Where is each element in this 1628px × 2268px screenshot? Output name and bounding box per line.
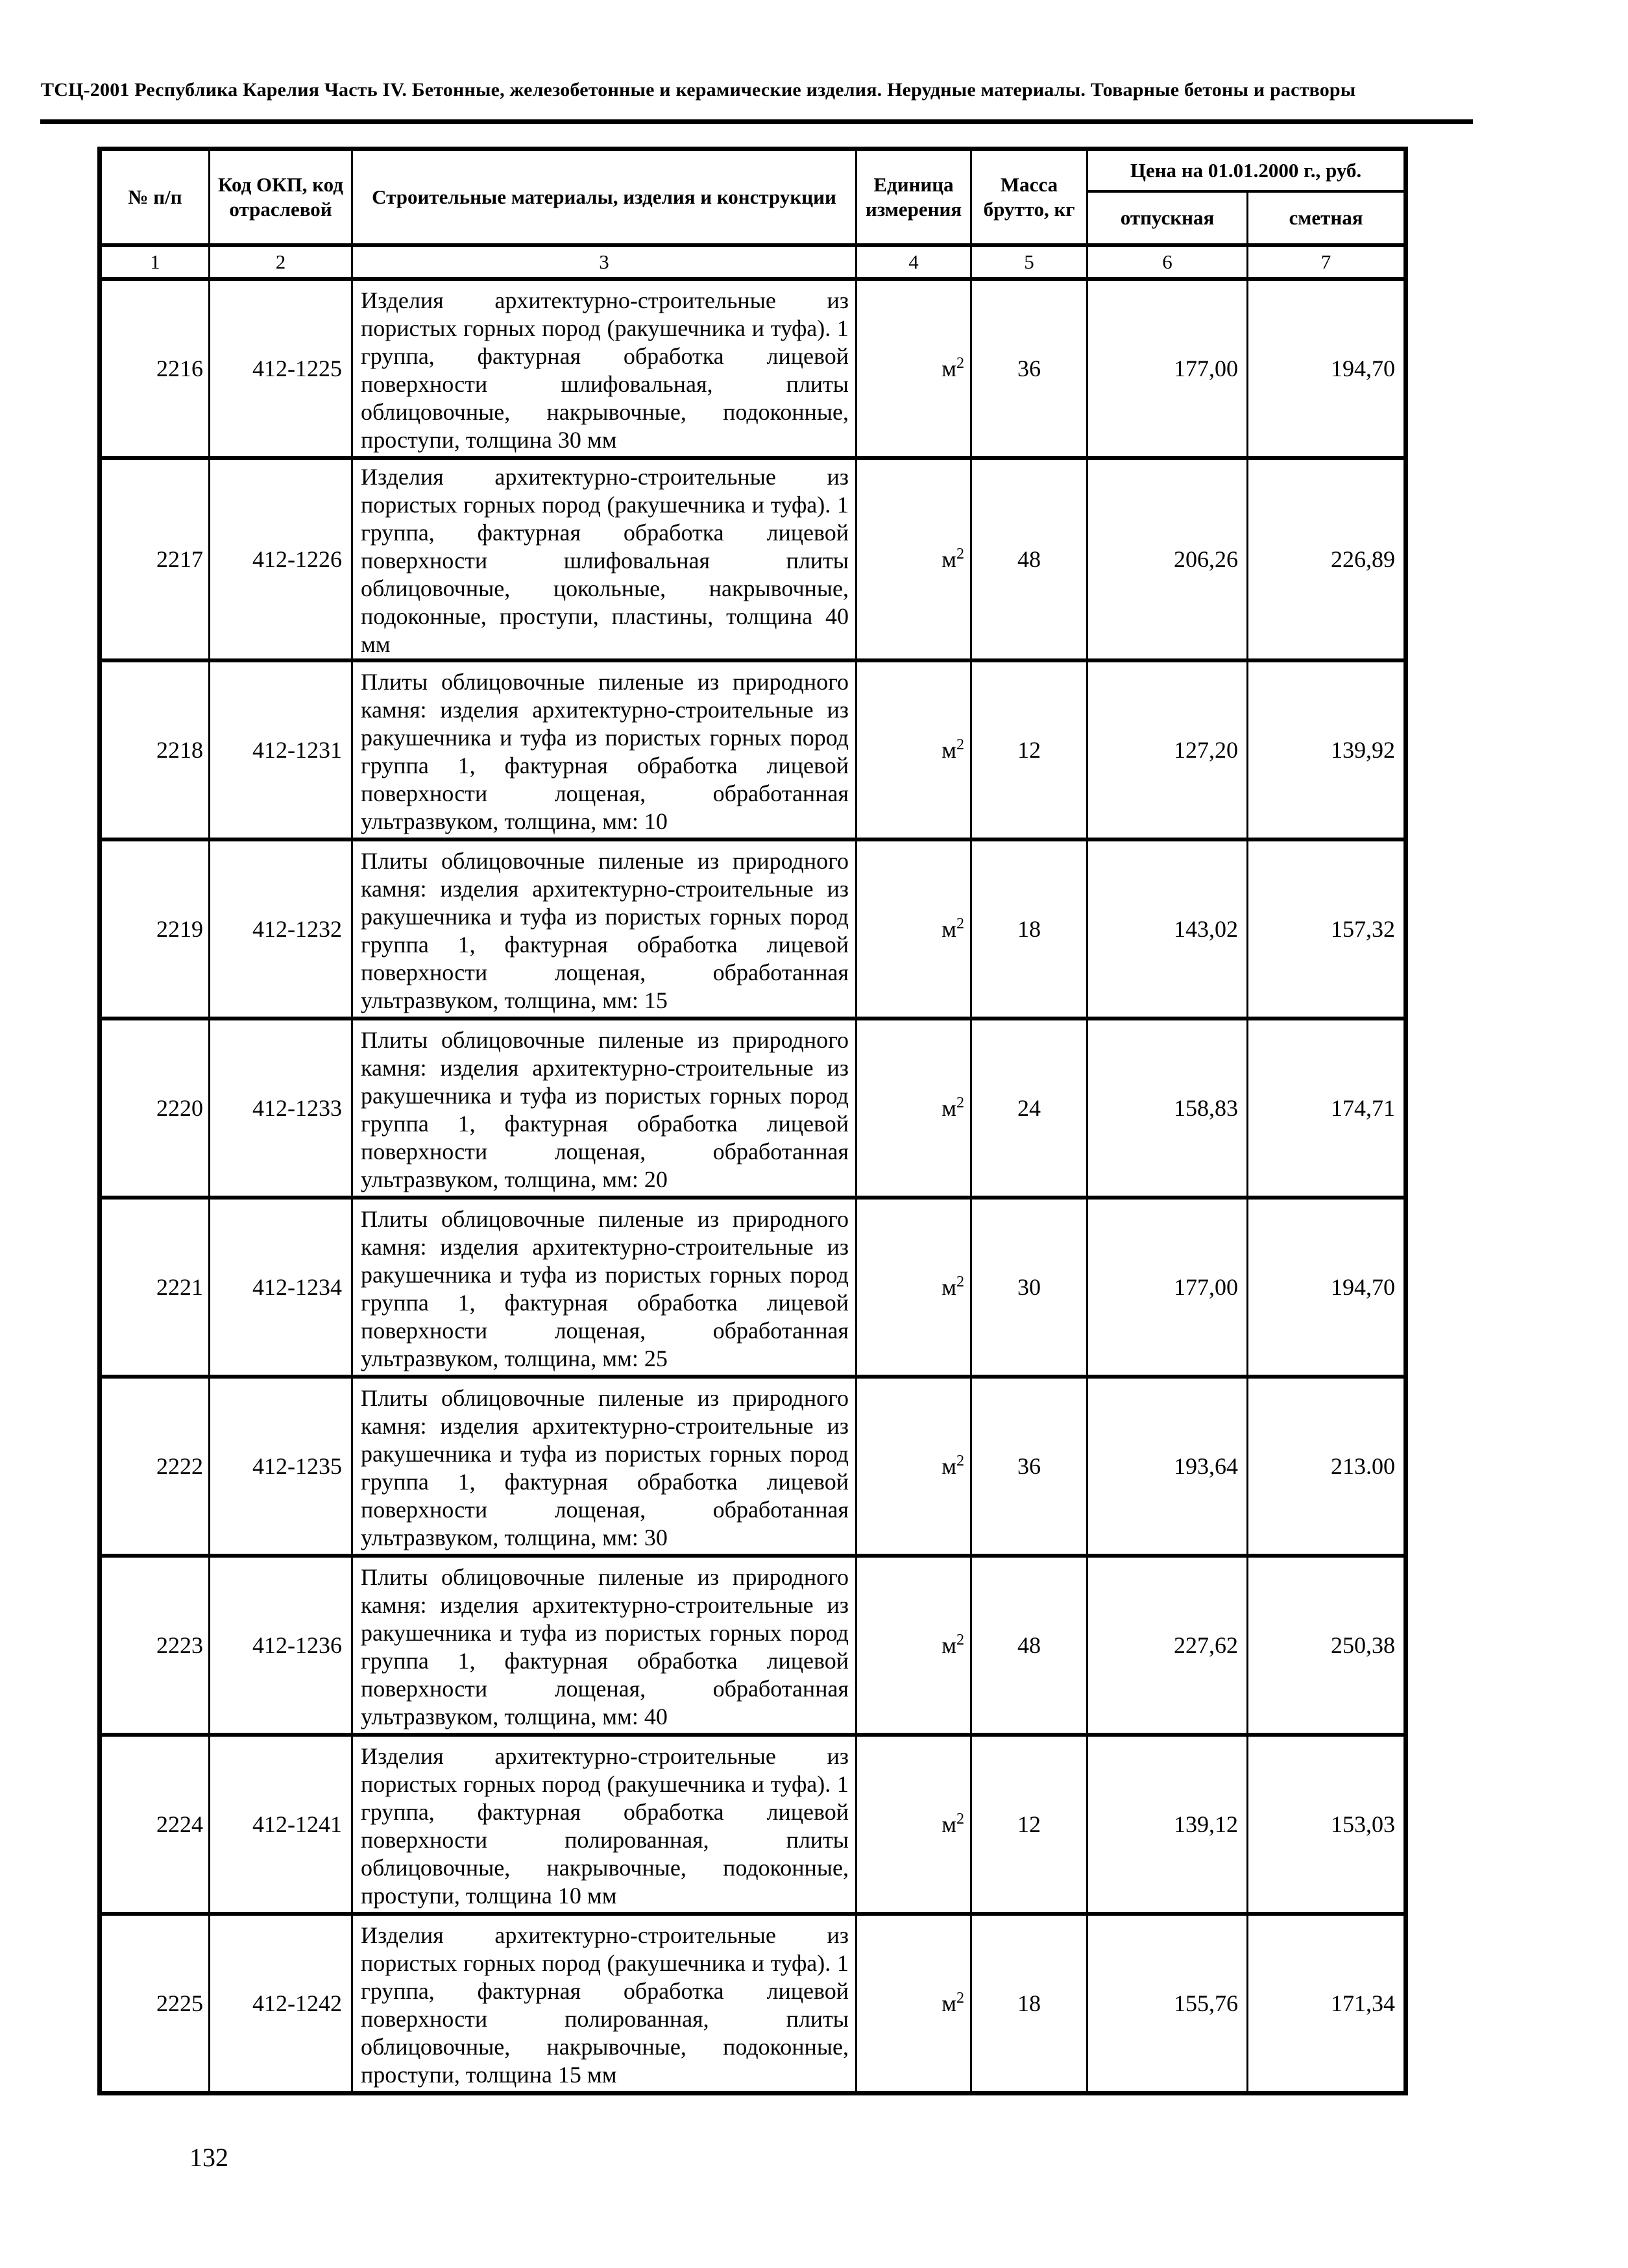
mass-cell: 18 xyxy=(971,1914,1087,2093)
price-smet-cell: 213.00 xyxy=(1248,1377,1406,1556)
running-header: ТСЦ-2001 Республика Карелия Часть IV. Бетонные, железобетонные и керамические изделия. Нерудные материалы. Товарные бетоны и растворы xyxy=(41,79,1356,101)
price-smet-cell: 174,71 xyxy=(1248,1019,1406,1198)
unit-cell: $м^2$ xyxy=(857,1198,971,1377)
code-cell: 412-1226 xyxy=(210,458,352,660)
col-header-price-smet: сметная xyxy=(1248,191,1406,245)
col-header-unit: Единица измерения xyxy=(857,149,971,246)
column-number: 4 xyxy=(857,245,971,279)
row-number-cell: 2222 xyxy=(100,1377,210,1556)
unit-cell: $м^2$ xyxy=(857,279,971,458)
column-number: 7 xyxy=(1248,245,1406,279)
description-cell: Плиты облицовочные пиленые из природного камня: изделия архитектурно-строительные из ракушечника и туфа из пористых горных пород группа 1, фактурная обработка лицевой поверхности лощеная, обработанная ультразвуком, толщина, мм: 30 xyxy=(352,1377,857,1556)
unit-superscript: 2 xyxy=(956,355,964,372)
mass-cell: 30 xyxy=(971,1198,1087,1377)
mass-cell: 36 xyxy=(971,1377,1087,1556)
unit-superscript: 2 xyxy=(956,1811,964,1828)
mass-cell: 18 xyxy=(971,839,1087,1019)
mass-cell: 48 xyxy=(971,1556,1087,1735)
price-otp-cell: 127,20 xyxy=(1087,660,1248,839)
col-header-code: Код ОКП, код отраслевой xyxy=(210,149,352,246)
price-otp-cell: 158,83 xyxy=(1087,1019,1248,1198)
mass-cell: 12 xyxy=(971,660,1087,839)
unit-superscript: 2 xyxy=(956,546,964,562)
column-number: 2 xyxy=(210,245,352,279)
column-number: 6 xyxy=(1087,245,1248,279)
row-number-cell: 2221 xyxy=(100,1198,210,1377)
code-cell: 412-1242 xyxy=(210,1914,352,2093)
price-smet-cell: 250,38 xyxy=(1248,1556,1406,1735)
table-row xyxy=(100,1914,1406,2093)
unit-superscript: 2 xyxy=(956,1094,964,1111)
column-number: 1 xyxy=(100,245,210,279)
code-cell: 412-1232 xyxy=(210,839,352,1019)
mass-cell: 48 xyxy=(971,458,1087,660)
mass-cell: 12 xyxy=(971,1735,1087,1914)
unit-superscript: 2 xyxy=(956,736,964,753)
col-header-num: № п/п xyxy=(100,149,210,246)
unit-superscript: 2 xyxy=(956,1273,964,1290)
code-cell: 412-1236 xyxy=(210,1556,352,1735)
table-row xyxy=(100,1556,1406,1735)
unit-superscript: 2 xyxy=(956,1990,964,2007)
description-cell: Изделия архитектурно-строительные из пористых горных пород (ракушечника и туфа). 1 группа, фактурная обработка лицевой поверхности шлифовальная плиты облицовочные, цокольные, накрывочные, подоконные, проступи, пластины, толщина 40 мм xyxy=(352,458,857,660)
description-cell: Изделия архитектурно-строительные из пористых горных пород (ракушечника и туфа). 1 группа, фактурная обработка лицевой поверхности полированная, плиты облицовочные, накрывочные, подоконные, проступи, толщина 15 мм xyxy=(352,1914,857,2093)
unit-superscript: 2 xyxy=(956,1453,964,1469)
unit-cell: $м^2$ xyxy=(857,1735,971,1914)
row-number-cell: 2219 xyxy=(100,839,210,1019)
description-cell: Плиты облицовочные пиленые из природного камня: изделия архитектурно-строительные из ракушечника и туфа из пористых горных пород группа 1, фактурная обработка лицевой поверхности лощеная, обработанная ультразвуком, толщина, мм: 10 xyxy=(352,660,857,839)
unit-cell: $м^2$ xyxy=(857,1914,971,2093)
description-cell: Изделия архитектурно-строительные из пористых горных пород (ракушечника и туфа). 1 группа, фактурная обработка лицевой поверхности полированная, плиты облицовочные, накрывочные, подоконные, проступи, толщина 10 мм xyxy=(352,1735,857,1914)
code-cell: 412-1231 xyxy=(210,660,352,839)
unit-cell: $м^2$ xyxy=(857,660,971,839)
column-number: 5 xyxy=(971,245,1087,279)
description-cell: Плиты облицовочные пиленые из природного камня: изделия архитектурно-строительные из ракушечника и туфа из пористых горных пород группа 1, фактурная обработка лицевой поверхности лощеная, обработанная ультразвуком, толщина, мм: 25 xyxy=(352,1198,857,1377)
price-smet-cell: 194,70 xyxy=(1248,1198,1406,1377)
unit-cell: $м^2$ xyxy=(857,1556,971,1735)
description-cell: Плиты облицовочные пиленые из природного камня: изделия архитектурно-строительные из ракушечника и туфа из пористых горных пород группа 1, фактурная обработка лицевой поверхности лощеная, обработанная ультразвуком, толщина, мм: 40 xyxy=(352,1556,857,1735)
table-row xyxy=(100,1198,1406,1377)
col-header-price-group: Цена на 01.01.2000 г., руб. xyxy=(1087,149,1406,192)
col-header-price-otp: отпускная xyxy=(1087,191,1248,245)
price-table xyxy=(97,147,1408,2095)
unit-cell: $м^2$ xyxy=(857,1019,971,1198)
table-row xyxy=(100,1019,1406,1198)
table-row xyxy=(100,660,1406,839)
price-otp-cell: 193,64 xyxy=(1087,1377,1248,1556)
code-cell: 412-1235 xyxy=(210,1377,352,1556)
unit-superscript: 2 xyxy=(956,915,964,932)
table-row xyxy=(100,458,1406,660)
unit-cell: $м^2$ xyxy=(857,839,971,1019)
col-header-mass: Масса брутто, кг xyxy=(971,149,1087,246)
price-otp-cell: 177,00 xyxy=(1087,1198,1248,1377)
code-cell: 412-1234 xyxy=(210,1198,352,1377)
header-divider xyxy=(40,119,1473,124)
price-smet-cell: 171,34 xyxy=(1248,1914,1406,2093)
row-number-cell: 2218 xyxy=(100,660,210,839)
column-numbering-row xyxy=(100,245,1406,279)
code-cell: 412-1225 xyxy=(210,279,352,458)
unit-cell: $м^2$ xyxy=(857,1377,971,1556)
table-row xyxy=(100,279,1406,458)
row-number-cell: 2220 xyxy=(100,1019,210,1198)
price-otp-cell: 155,76 xyxy=(1087,1914,1248,2093)
row-number-cell: 2216 xyxy=(100,279,210,458)
price-otp-cell: 227,62 xyxy=(1087,1556,1248,1735)
price-smet-cell: 226,89 xyxy=(1248,458,1406,660)
column-number: 3 xyxy=(352,245,857,279)
unit-superscript: 2 xyxy=(956,1632,964,1648)
col-header-name: Строительные материалы, изделия и конструкции xyxy=(352,149,857,246)
description-cell: Изделия архитектурно-строительные из пористых горных пород (ракушечника и туфа). 1 группа, фактурная обработка лицевой поверхности шлифовальная, плиты облицовочные, накрывочные, подоконные, проступи, толщина 30 мм xyxy=(352,279,857,458)
price-otp-cell: 139,12 xyxy=(1087,1735,1248,1914)
price-smet-cell: 139,92 xyxy=(1248,660,1406,839)
code-cell: 412-1233 xyxy=(210,1019,352,1198)
code-cell: 412-1241 xyxy=(210,1735,352,1914)
mass-cell: 24 xyxy=(971,1019,1087,1198)
row-number-cell: 2217 xyxy=(100,458,210,660)
price-smet-cell: 157,32 xyxy=(1248,839,1406,1019)
row-number-cell: 2224 xyxy=(100,1735,210,1914)
unit-cell: $м^2$ xyxy=(857,458,971,660)
price-otp-cell: 143,02 xyxy=(1087,839,1248,1019)
price-otp-cell: 177,00 xyxy=(1087,279,1248,458)
row-number-cell: 2223 xyxy=(100,1556,210,1735)
table-row xyxy=(100,839,1406,1019)
description-cell: Плиты облицовочные пиленые из природного камня: изделия архитектурно-строительные из ракушечника и туфа из пористых горных пород группа 1, фактурная обработка лицевой поверхности лощеная, обработанная ультразвуком, толщина, мм: 20 xyxy=(352,1019,857,1198)
page-number: 132 xyxy=(189,2143,228,2172)
table-row xyxy=(100,1377,1406,1556)
price-smet-cell: 194,70 xyxy=(1248,279,1406,458)
row-number-cell: 2225 xyxy=(100,1914,210,2093)
price-otp-cell: 206,26 xyxy=(1087,458,1248,660)
mass-cell: 36 xyxy=(971,279,1087,458)
description-cell: Плиты облицовочные пиленые из природного камня: изделия архитектурно-строительные из ракушечника и туфа из пористых горных пород группа 1, фактурная обработка лицевой поверхности лощеная, обработанная ультразвуком, толщина, мм: 15 xyxy=(352,839,857,1019)
table-header-row xyxy=(100,149,1406,192)
price-smet-cell: 153,03 xyxy=(1248,1735,1406,1914)
table-row xyxy=(100,1735,1406,1914)
